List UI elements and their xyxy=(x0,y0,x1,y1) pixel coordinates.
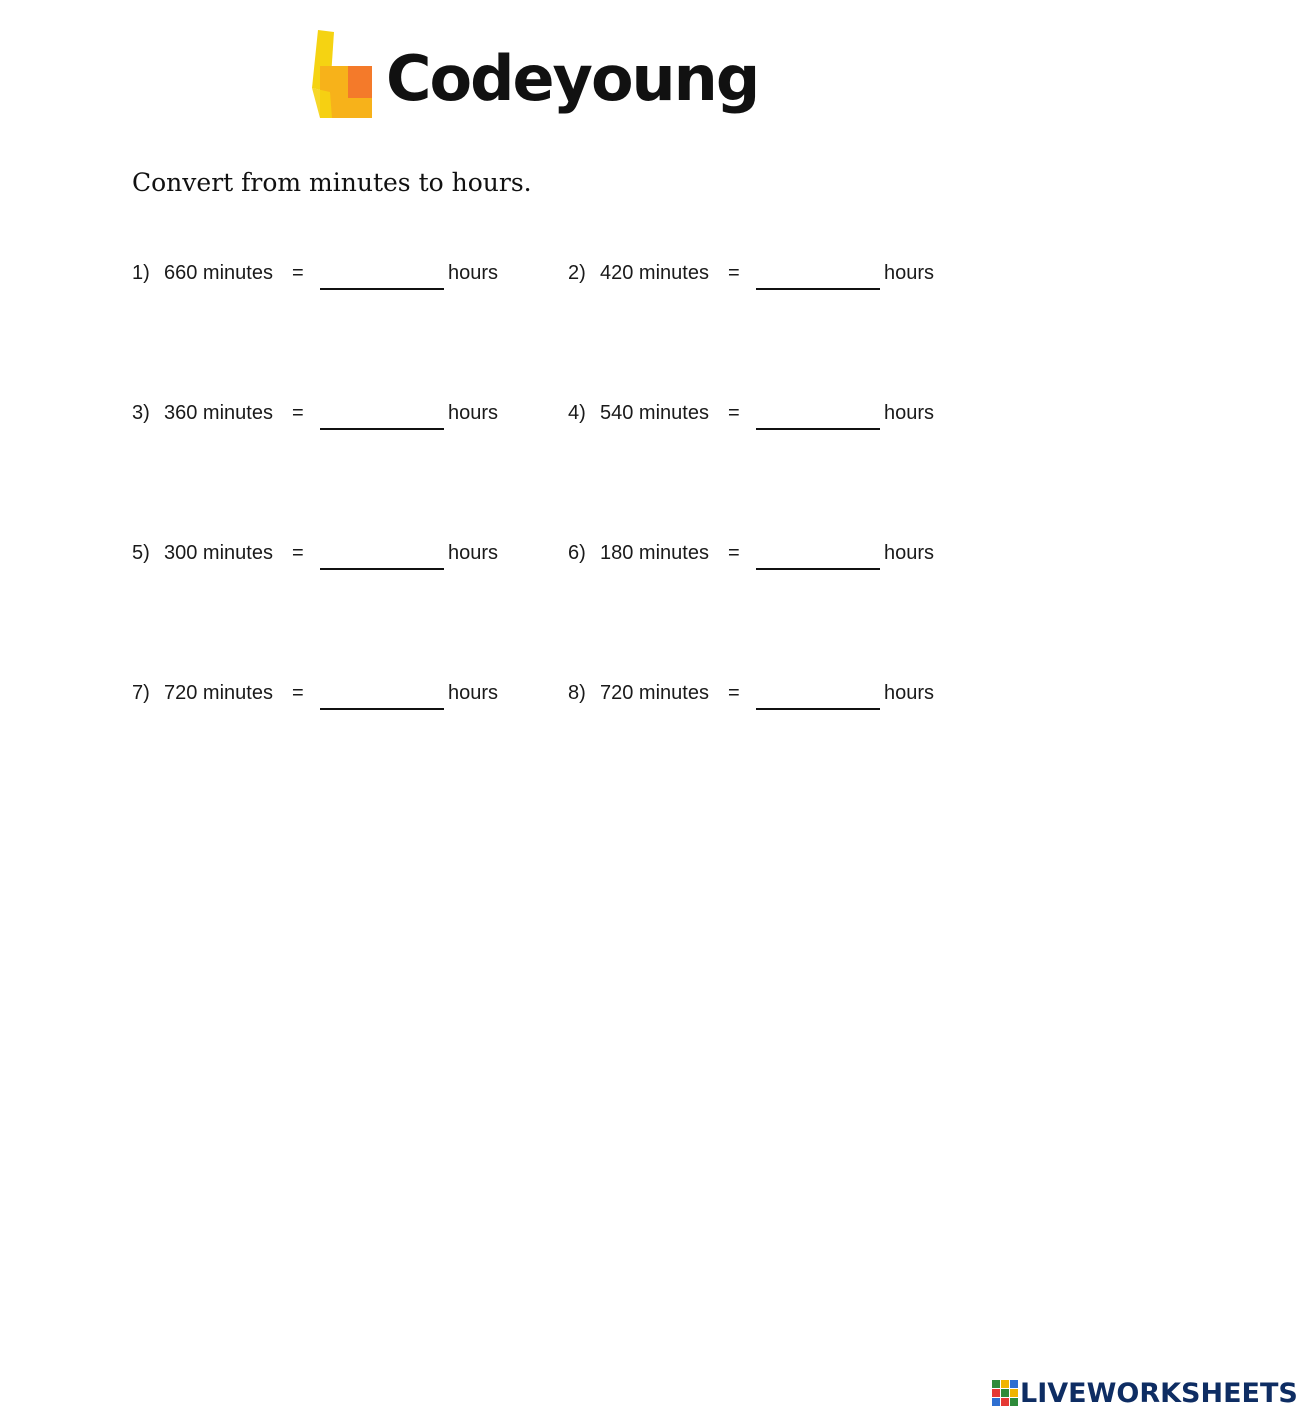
unit-label: hours xyxy=(884,402,935,424)
problem-quantity: 720 minutes xyxy=(600,682,709,704)
unit-label: hours xyxy=(448,682,499,704)
equals-sign: = xyxy=(728,542,740,564)
problem-8 xyxy=(568,682,938,712)
equals-sign: = xyxy=(728,682,740,704)
problem-number: 3) xyxy=(132,402,150,424)
unit-label: hours xyxy=(448,402,499,424)
problem-1 xyxy=(132,262,502,292)
unit-label: hours xyxy=(448,542,499,564)
problem-3 xyxy=(132,402,502,432)
answer-input[interactable] xyxy=(320,546,444,570)
problem-4 xyxy=(568,402,938,432)
answer-input[interactable] xyxy=(756,406,880,430)
codeyoung-logo-icon xyxy=(310,30,376,122)
problem-quantity: 540 minutes xyxy=(600,402,709,424)
answer-input[interactable] xyxy=(756,546,880,570)
problem-number: 4) xyxy=(568,402,586,424)
answer-input[interactable] xyxy=(756,266,880,290)
problem-number: 7) xyxy=(132,682,150,704)
answer-input[interactable] xyxy=(320,266,444,290)
answer-input[interactable] xyxy=(320,406,444,430)
problem-6 xyxy=(568,542,938,572)
equals-sign: = xyxy=(292,542,304,564)
answer-input[interactable] xyxy=(756,686,880,710)
codeyoung-logo xyxy=(310,30,759,130)
equals-sign: = xyxy=(728,402,740,424)
problem-quantity: 720 minutes xyxy=(164,682,273,704)
unit-label: hours xyxy=(884,682,935,704)
answer-input[interactable] xyxy=(320,686,444,710)
problem-number: 8) xyxy=(568,682,586,704)
equals-sign: = xyxy=(292,402,304,424)
problem-number: 1) xyxy=(132,262,150,284)
liveworksheets-logo-icon xyxy=(992,1380,1018,1406)
problem-number: 5) xyxy=(132,542,150,564)
problem-number: 6) xyxy=(568,542,586,564)
unit-label: hours xyxy=(448,262,499,284)
problem-number: 2) xyxy=(568,262,586,284)
problem-5 xyxy=(132,542,502,572)
problem-2 xyxy=(568,262,938,292)
equals-sign: = xyxy=(292,262,304,284)
liveworksheets-text: LIVEWORKSHEETS xyxy=(1020,1378,1298,1409)
problem-quantity: 180 minutes xyxy=(600,542,709,564)
equals-sign: = xyxy=(728,262,740,284)
unit-label: hours xyxy=(884,262,935,284)
problem-quantity: 660 minutes xyxy=(164,262,273,284)
problem-7 xyxy=(132,682,502,712)
brand-name: Codeyoung xyxy=(386,42,759,115)
problem-quantity: 300 minutes xyxy=(164,542,273,564)
instruction-heading: Convert from minutes to hours. xyxy=(132,168,532,197)
problem-quantity: 420 minutes xyxy=(600,262,709,284)
problem-quantity: 360 minutes xyxy=(164,402,273,424)
equals-sign: = xyxy=(292,682,304,704)
unit-label: hours xyxy=(884,542,935,564)
